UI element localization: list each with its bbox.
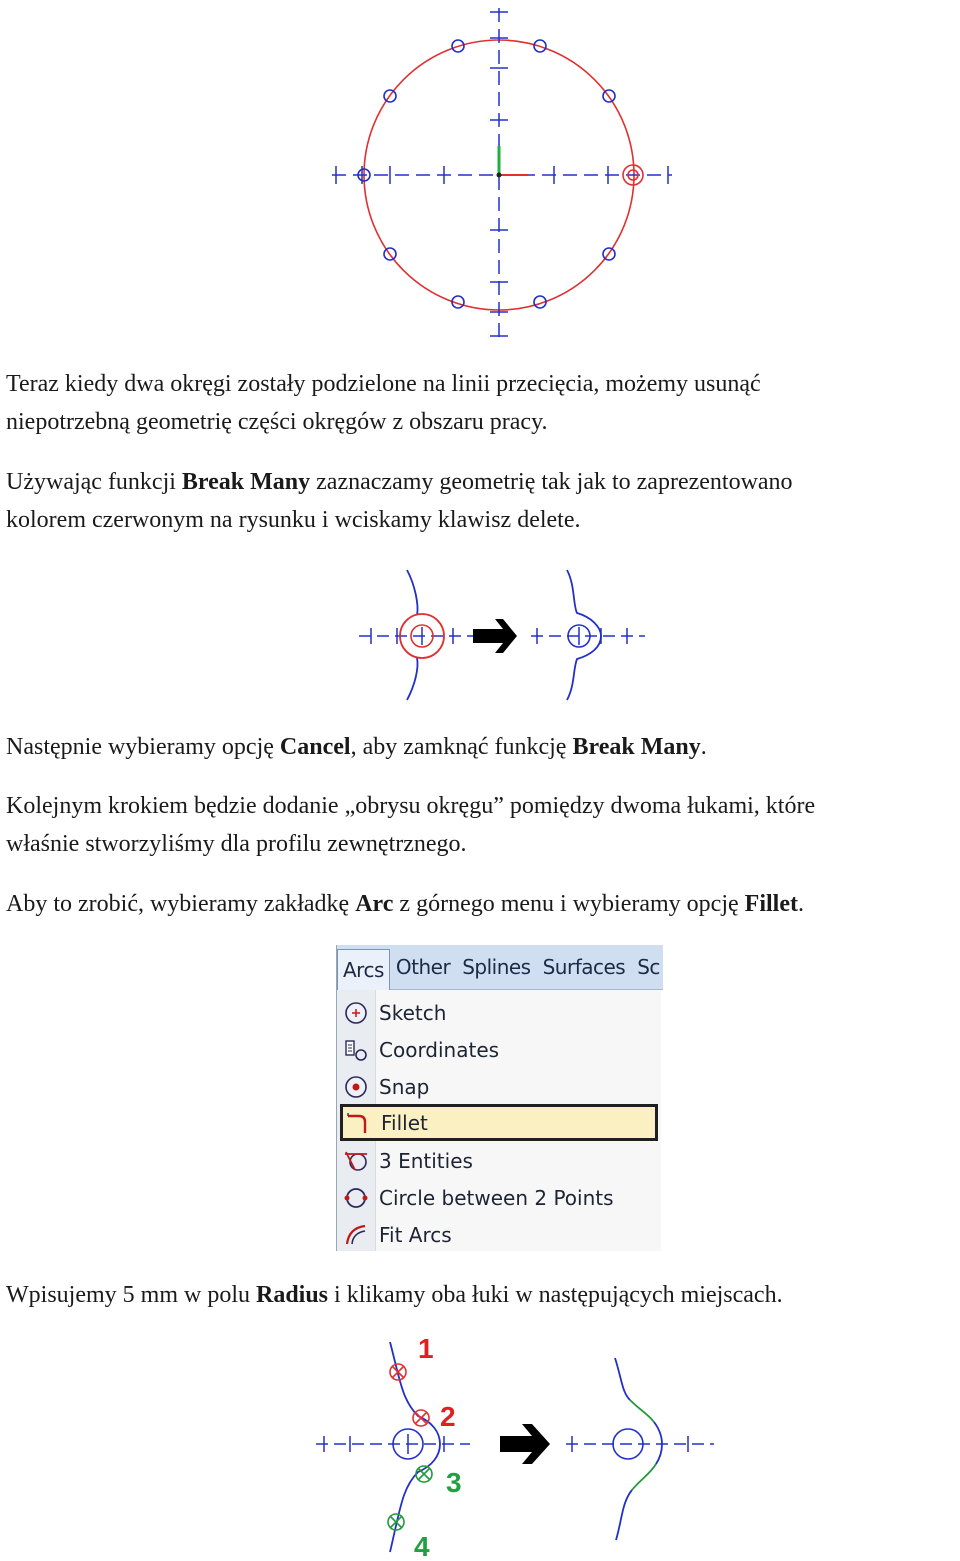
fit-arcs-icon (341, 1220, 371, 1250)
menu-item-coordinates[interactable]: Coordinates (341, 1031, 659, 1068)
menu-item-fit-arcs[interactable]: Fit Arcs (341, 1216, 659, 1251)
tab-truncated[interactable]: Sc (637, 955, 660, 979)
before-fillet (316, 1333, 470, 1561)
after-fillet (566, 1358, 714, 1540)
menu-item-3-entities[interactable]: 3 Entities (341, 1142, 659, 1179)
right-arrow-icon (473, 619, 517, 653)
menu-item-snap[interactable]: Snap (341, 1068, 659, 1105)
circle-two-points-icon (341, 1183, 371, 1213)
arcs-menu-screenshot (336, 945, 663, 1251)
menu-item-sketch[interactable]: Sketch (341, 994, 659, 1031)
pick-label-3: 3 (446, 1467, 462, 1498)
after-state (531, 570, 645, 700)
tab-arcs[interactable]: Arcs (337, 949, 390, 990)
fillet-pick-figure (310, 1330, 720, 1561)
pick-label-2: 2 (440, 1401, 456, 1432)
menu-item-circle-between-2-points[interactable]: Circle between 2 Points (341, 1179, 659, 1216)
fillet-icon (343, 1108, 373, 1138)
function-name-break-many: Break Many (181, 469, 311, 495)
snap-icon (341, 1072, 371, 1102)
menu-item-fillet[interactable]: Fillet (340, 1104, 658, 1141)
division-points (358, 40, 615, 308)
paragraph-4: Kolejnym krokiem będzie dodanie „obrysu okręgu” pomiędzy dwoma łukami, które właśnie stworzyliśmy dla profilu zewnętrznego. (6, 793, 816, 857)
option-fillet: Fillet (744, 891, 798, 917)
sketch-icon (341, 998, 371, 1028)
break-before-after-figure (355, 565, 655, 705)
paragraph-6: Wpisujemy 5 mm w polu Radius i klikamy oba łuki w następujących miejscach. (6, 1282, 783, 1308)
tab-name-arc: Arc (355, 891, 394, 917)
paragraph-5: Aby to zrobić, wybieramy zakładkę Arc z górnego menu i wybieramy opcję Fillet. (6, 891, 804, 917)
function-name-break-many-2: Break Many (572, 734, 701, 760)
right-arrow-icon-2 (500, 1424, 550, 1464)
option-cancel: Cancel (279, 734, 351, 760)
three-entities-icon (341, 1146, 371, 1176)
paragraph-2: Używając funkcji Break Many zaznaczamy geometrię tak jak to zaprezentowano kolorem czerwonym na rysunku i wciskamy klawisz delete. (6, 469, 793, 533)
paragraph-1: Teraz kiedy dwa okręgi zostały podzielone na linii przecięcia, możemy usunąć niepotrzebną geometrię części okręgów z obszaru pracy. (6, 371, 761, 435)
coordinates-icon (341, 1035, 371, 1065)
tab-splines[interactable]: Splines (462, 955, 531, 979)
paragraph-3: Następnie wybieramy opcję Cancel, aby zamknąć funkcję Break Many. (6, 734, 707, 760)
menu-tab-bar (337, 945, 663, 990)
tab-other[interactable]: Other (395, 955, 451, 979)
pick-label-1: 1 (418, 1333, 434, 1364)
arcs-dropdown-list (337, 990, 661, 1251)
field-name-radius: Radius (255, 1282, 329, 1308)
circle-division-figure (320, 0, 690, 345)
pick-label-4: 4 (414, 1531, 430, 1561)
before-state (359, 570, 473, 700)
tab-surfaces[interactable]: Surfaces (542, 955, 626, 979)
